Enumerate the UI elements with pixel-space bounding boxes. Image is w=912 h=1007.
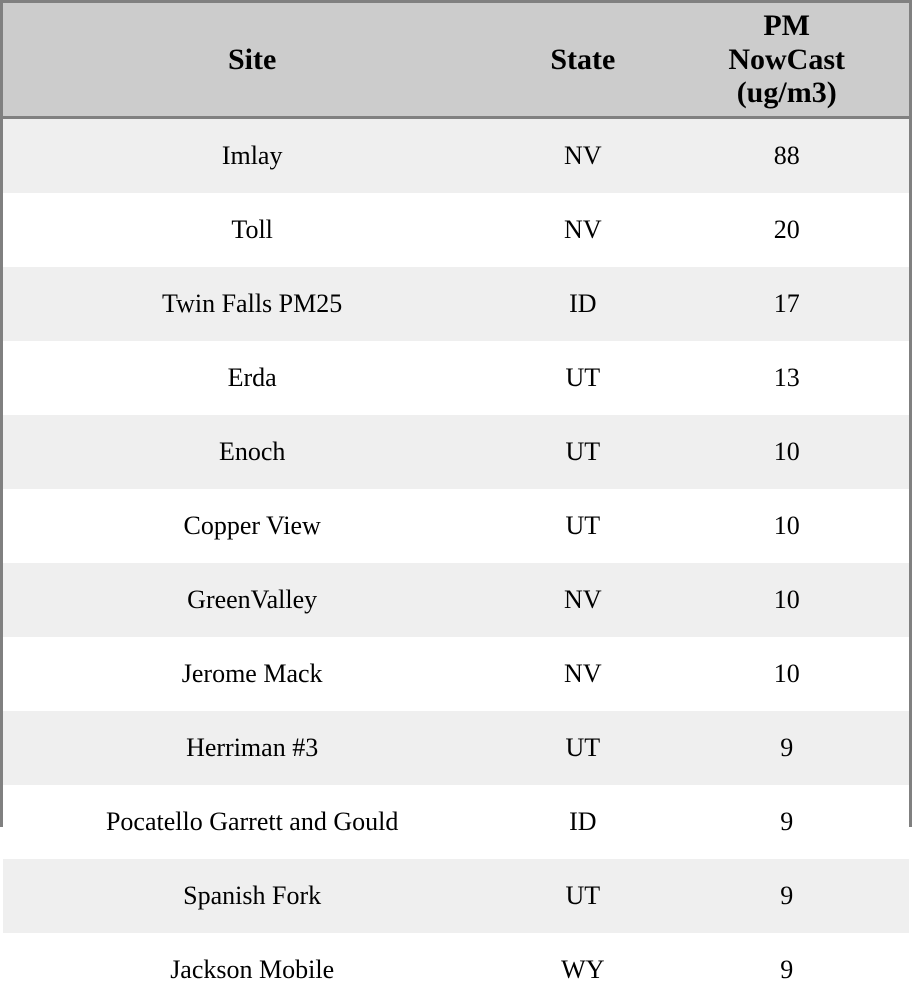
cell-pm-nowcast: 88: [664, 117, 909, 193]
cell-site: Enoch: [3, 415, 501, 489]
cell-state: UT: [501, 859, 664, 933]
column-header-pm-nowcast-line-3: (ug/m3): [736, 76, 837, 110]
cell-site: Spanish Fork: [3, 859, 501, 933]
cell-pm-nowcast: 9: [664, 933, 909, 1007]
cell-site: Erda: [3, 341, 501, 415]
cell-state: NV: [501, 193, 664, 267]
cell-state: UT: [501, 489, 664, 563]
cell-state: NV: [501, 563, 664, 637]
table-row: [3, 711, 909, 785]
table-header: [3, 3, 909, 117]
cell-state: UT: [501, 415, 664, 489]
cell-site: Twin Falls PM25: [3, 267, 501, 341]
cell-pm-nowcast: 10: [664, 489, 909, 563]
cell-state: UT: [501, 711, 664, 785]
cell-pm-nowcast: 20: [664, 193, 909, 267]
cell-state: NV: [501, 117, 664, 193]
cell-pm-nowcast: 10: [664, 563, 909, 637]
table-row: [3, 563, 909, 637]
cell-pm-nowcast: 9: [664, 785, 909, 859]
column-header-state: [501, 3, 664, 117]
table-row: [3, 859, 909, 933]
cell-pm-nowcast: 9: [664, 711, 909, 785]
table-body: [3, 117, 909, 1007]
cell-pm-nowcast: 9: [664, 859, 909, 933]
table-row: [3, 933, 909, 1007]
cell-site: Jackson Mobile: [3, 933, 501, 1007]
table-row: [3, 117, 909, 193]
cell-site: Herriman #3: [3, 711, 501, 785]
table-row: [3, 415, 909, 489]
column-header-state-line-1: State: [550, 42, 616, 76]
column-header-pm-nowcast-line-2: NowCast: [728, 42, 846, 76]
column-header-pm-nowcast: [664, 3, 909, 117]
cell-state: ID: [501, 267, 664, 341]
cell-pm-nowcast: 17: [664, 267, 909, 341]
column-header-site: [3, 3, 501, 117]
table-header-row: [3, 3, 909, 117]
cell-site: Pocatello Garrett and Gould: [3, 785, 501, 859]
cell-state: UT: [501, 341, 664, 415]
cell-pm-nowcast: 10: [664, 637, 909, 711]
cell-site: Copper View: [3, 489, 501, 563]
cell-state: NV: [501, 637, 664, 711]
cell-site: GreenValley: [3, 563, 501, 637]
cell-site: Toll: [3, 193, 501, 267]
table-row: [3, 785, 909, 859]
table-row: [3, 341, 909, 415]
table-row: [3, 489, 909, 563]
cell-site: Imlay: [3, 117, 501, 193]
table-row: [3, 637, 909, 711]
cell-state: ID: [501, 785, 664, 859]
cell-site: Jerome Mack: [3, 637, 501, 711]
column-header-pm-nowcast-line-1: PM: [763, 9, 810, 42]
cell-pm-nowcast: 13: [664, 341, 909, 415]
column-header-site-line-1: Site: [227, 42, 277, 76]
cell-pm-nowcast: 10: [664, 415, 909, 489]
air-quality-table: [3, 3, 909, 1007]
table-row: [3, 267, 909, 341]
cell-state: WY: [501, 933, 664, 1007]
table-row: [3, 193, 909, 267]
